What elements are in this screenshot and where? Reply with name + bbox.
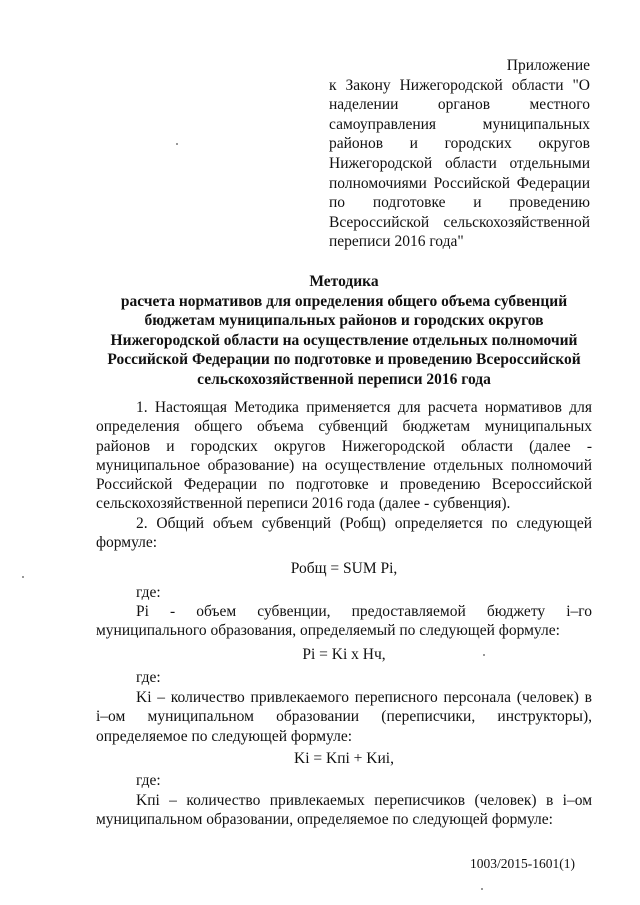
scan-speck <box>22 576 24 578</box>
text-line: Российской Федерации по подготовке и проведению Всероссийской <box>96 476 592 494</box>
text-line: муниципальное образование) на осуществление отдельных полномочий <box>96 456 592 474</box>
appendix-line: по подготовке и проведению <box>329 194 590 212</box>
scan-speck <box>176 143 178 145</box>
title-line: бюджетам муниципальных районов и городских округов <box>144 312 544 329</box>
paragraph-2 <box>96 514 592 553</box>
title-line: Методика <box>309 273 379 290</box>
where-label: где: <box>136 584 161 601</box>
text-line: формуле: <box>96 534 158 552</box>
title-line: расчета нормативов для определения общего объема субвенций <box>120 292 568 310</box>
text-line: муниципальном образовании, определяемое по следующей формуле: <box>96 811 553 829</box>
text-line: Pi - объем субвенции, предоставляемой бюджету i–го <box>136 603 592 620</box>
text-line: районов и городских округов Нижегородской области (далее - <box>96 437 592 455</box>
appendix-line: районов и городских округов <box>329 135 590 153</box>
text-line: определения общего объема субвенций бюджетам муниципальных <box>96 418 592 436</box>
text-line: 2. Общий объем субвенций (Робщ) определяется по следующей <box>136 515 592 532</box>
text-line: Ki – количество привлекаемого переписного персонала (человек) в <box>136 689 592 706</box>
appendix-line: самоуправления муниципальных <box>329 115 590 133</box>
scan-speck <box>483 654 485 656</box>
title-line: сельскохозяйственной переписи 2016 года <box>197 370 491 388</box>
paragraph-3 <box>96 602 592 641</box>
appendix-block <box>329 56 590 252</box>
document-code: 1003/2015-1601(1) <box>470 856 575 871</box>
text-line: Kпi – количество привлекаемых переписчиков (человек) в i–ом <box>136 792 592 809</box>
text-line: 1. Настоящая Методика применяется для расчета нормативов для <box>136 399 592 416</box>
appendix-line: к Закону Нижегородской области "О <box>329 76 590 94</box>
appendix-line: Всероссийской сельскохозяйственной <box>329 213 590 231</box>
appendix-line: Нижегородской области отдельными <box>329 154 590 172</box>
formula-ki: Ki = Kпi + Kиi, <box>294 750 394 767</box>
paragraph-1 <box>96 398 592 514</box>
title-line: Нижегородской области на осуществление отдельных полномочий <box>110 331 578 349</box>
text-line: сельскохозяйственной переписи 2016 года (далее - субвенция). <box>96 495 511 513</box>
title-line: Российской Федерации по подготовке и проведению Всероссийской <box>107 351 581 368</box>
where-label: где: <box>136 669 161 686</box>
paragraph-4 <box>96 688 592 746</box>
text-line: i–ом муниципальном образовании (переписчики, инструкторы), <box>96 708 592 726</box>
appendix-line: полномочиями Российской Федерации <box>329 174 590 192</box>
appendix-line: переписи 2016 года" <box>329 233 464 251</box>
text-line: муниципального образования, определяемый по следующей формуле: <box>96 622 560 640</box>
document-title <box>96 272 592 389</box>
formula-pi: Pi = Ki x Нч, <box>302 646 386 663</box>
where-label: где: <box>136 772 161 789</box>
scan-speck <box>481 888 483 890</box>
formula-total: Робщ = SUM Pi, <box>290 560 398 577</box>
paragraph-5 <box>96 791 592 830</box>
appendix-heading: Приложение <box>506 57 590 74</box>
appendix-line: наделении органов местного <box>329 96 590 114</box>
text-line: определяемое по следующей формуле: <box>96 727 352 745</box>
